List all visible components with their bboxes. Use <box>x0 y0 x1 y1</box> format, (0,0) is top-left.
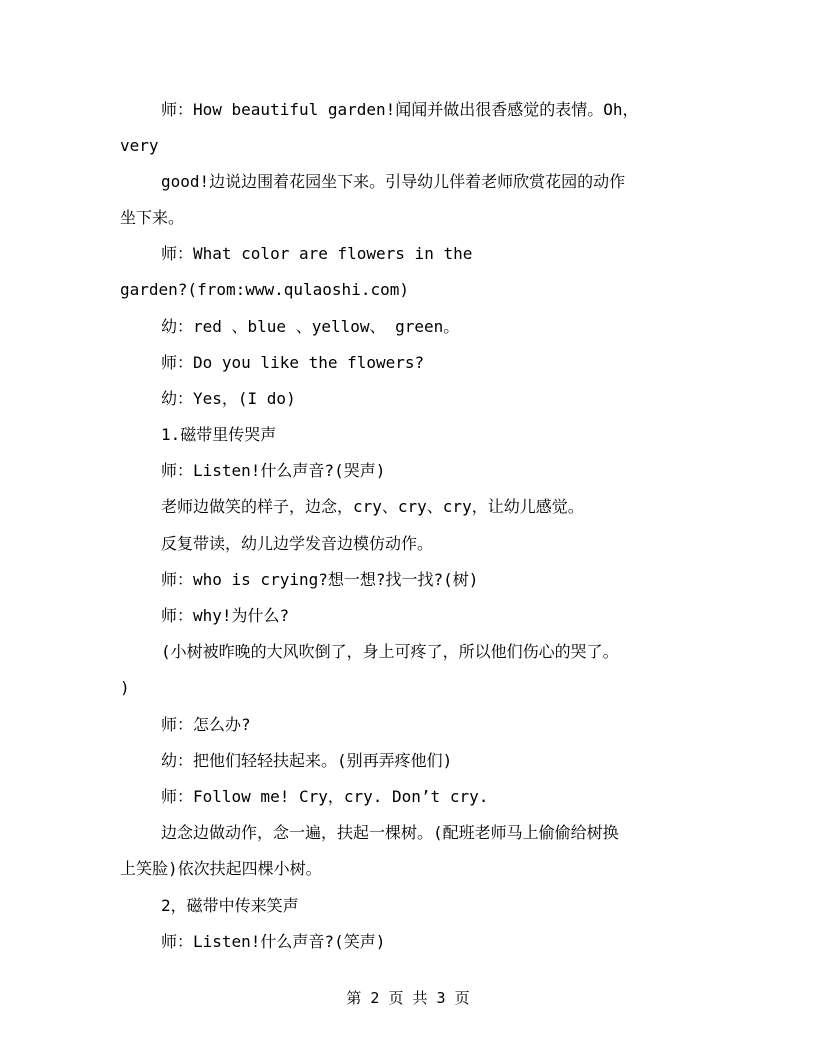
text-line: 师：Do you like the flowers? <box>161 353 425 372</box>
text-line: 坐下来。 <box>120 208 185 227</box>
text-line: 师：怎么办? <box>161 715 251 734</box>
text-line: garden?(from:www.qulaoshi.com) <box>120 280 409 299</box>
text-line: 师：who is crying?想一想?找一找?(树) <box>161 570 479 589</box>
text-line: 师：why!为什么? <box>161 606 290 625</box>
text-line: 幼：Yes，(I do) <box>161 389 296 408</box>
text-line: ) <box>120 678 130 697</box>
text-line: 师：Follow me! Cry，cry. Don’t cry. <box>161 787 489 806</box>
page-footer: 第 2 页 共 3 页 <box>346 989 470 1007</box>
text-line: 师：Listen!什么声音?(笑声) <box>161 932 386 951</box>
text-line: 师：How beautiful garden!闻闻并做出很香感觉的表情。Oh， <box>161 100 639 119</box>
text-line: 师：Listen!什么声音?(哭声) <box>161 461 386 480</box>
text-line: 边念边做动作，念一遍，扶起一棵树。(配班老师马上偷偷给树换 <box>161 823 619 842</box>
text-line: very <box>120 136 159 155</box>
text-line: good!边说边围着花园坐下来。引导幼儿伴着老师欣赏花园的动作 <box>161 172 626 191</box>
text-line: 1.磁带里传哭声 <box>161 425 277 444</box>
text-line: 反复带读，幼儿边学发音边模仿动作。 <box>161 534 434 553</box>
text-line: (小树被昨晚的大风吹倒了，身上可疼了，所以他们伤心的哭了。 <box>161 642 619 661</box>
text-line: 老师边做笑的样子，边念，cry、cry、cry，让幼儿感觉。 <box>161 497 584 516</box>
text-line: 2，磁带中传来笑声 <box>161 896 299 915</box>
text-line: 幼：red 、blue 、yellow、 green。 <box>161 317 460 336</box>
text-line: 幼：把他们轻轻扶起来。(别再弄疼他们) <box>161 751 453 770</box>
text-line: 师：What color are flowers in the <box>161 244 473 263</box>
text-line: 上笑脸)依次扶起四棵小树。 <box>120 859 322 878</box>
